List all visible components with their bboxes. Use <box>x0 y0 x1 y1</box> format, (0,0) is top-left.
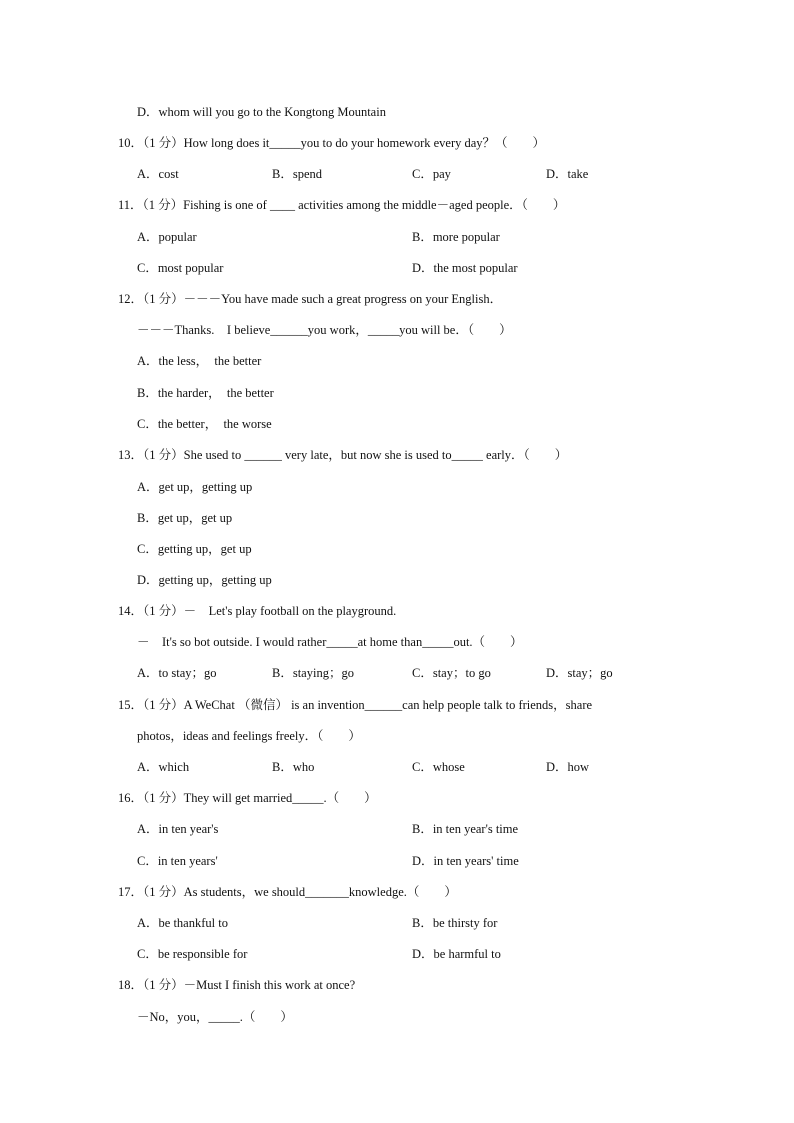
q13-stem: 13．（1 分）She used to ______ very late，but now she is used to_____ early．（ ） <box>118 448 568 462</box>
q14-stem-reply: － It's so bot outside. I would rather_____at home than_____out.（ ） <box>137 635 523 649</box>
q16-option-d: D．in ten years' time <box>412 854 519 868</box>
q14-option-a: A．to stay；go <box>137 666 217 680</box>
q11-option-a: A．popular <box>137 230 197 244</box>
q17-option-d: D．be harmful to <box>412 947 501 961</box>
q15-option-b: B．who <box>272 760 315 774</box>
q12-option-c: C．the better， the worse <box>137 417 272 431</box>
q17-stem: 17．（1 分）As students，we should_______knowledge.（ ） <box>118 885 457 899</box>
q13-option-c: C．getting up，get up <box>137 542 252 556</box>
q13-option-d: D．getting up，getting up <box>137 573 272 587</box>
q18-stem: 18．（1 分）－Must I finish this work at once? <box>118 978 356 992</box>
q12-stem-reply: －－－Thanks. I believe______you work，_____you will be．（ ） <box>137 323 512 337</box>
q12-option-b: B．the harder， the better <box>137 386 274 400</box>
q15-stem-continued: photos，ideas and feelings freely．（ ） <box>137 729 361 743</box>
q15-option-d: D．how <box>546 760 590 774</box>
q12-stem: 12．（1 分）－－－You have made such a great progress on your English． <box>118 292 503 306</box>
q15-option-a: A．which <box>137 760 190 774</box>
q15-stem: 15．（1 分）A WeChat （微信） is an invention______can help people talk to friends，share <box>118 698 593 712</box>
q10-option-b: B．spend <box>272 167 323 181</box>
q9-option-d: D．whom will you go to the Kongtong Mountain <box>137 105 386 119</box>
q11-option-b: B．more popular <box>412 230 500 244</box>
q17-option-c: C．be responsible for <box>137 947 248 961</box>
q13-option-a: A．get up，getting up <box>137 480 253 494</box>
q16-option-b: B．in ten year's time <box>412 822 519 836</box>
q10-option-a: A．cost <box>137 167 179 181</box>
q12-option-a: A．the less， the better <box>137 354 262 368</box>
q17-option-a: A．be thankful to <box>137 916 228 930</box>
q10-option-d: D．take <box>546 167 589 181</box>
q16-stem: 16．（1 分）They will get married_____.（ ） <box>118 791 377 805</box>
q10-option-c: C．pay <box>412 167 451 181</box>
q15-option-c: C．whose <box>412 760 465 774</box>
q18-stem-reply: －No，you，_____.（ ） <box>137 1010 293 1024</box>
q10-stem: 10．（1 分）How long does it_____you to do your homework every day？（ ） <box>118 136 546 150</box>
q14-option-b: B．staying；go <box>272 666 354 680</box>
q14-option-c: C．stay；to go <box>412 666 491 680</box>
q16-option-c: C．in ten years' <box>137 854 218 868</box>
q13-option-b: B．get up，get up <box>137 511 233 525</box>
q11-option-c: C．most popular <box>137 261 224 275</box>
q11-stem: 11．（1 分）Fishing is one of ____ activities among the middle－aged people．（ ） <box>118 198 566 212</box>
q11-option-d: D．the most popular <box>412 261 518 275</box>
q14-stem: 14．（1 分）－ Let's play football on the playground. <box>118 604 397 618</box>
q16-option-a: A．in ten year's <box>137 822 219 836</box>
q14-option-d: D．stay；go <box>546 666 613 680</box>
q17-option-b: B．be thirsty for <box>412 916 498 930</box>
